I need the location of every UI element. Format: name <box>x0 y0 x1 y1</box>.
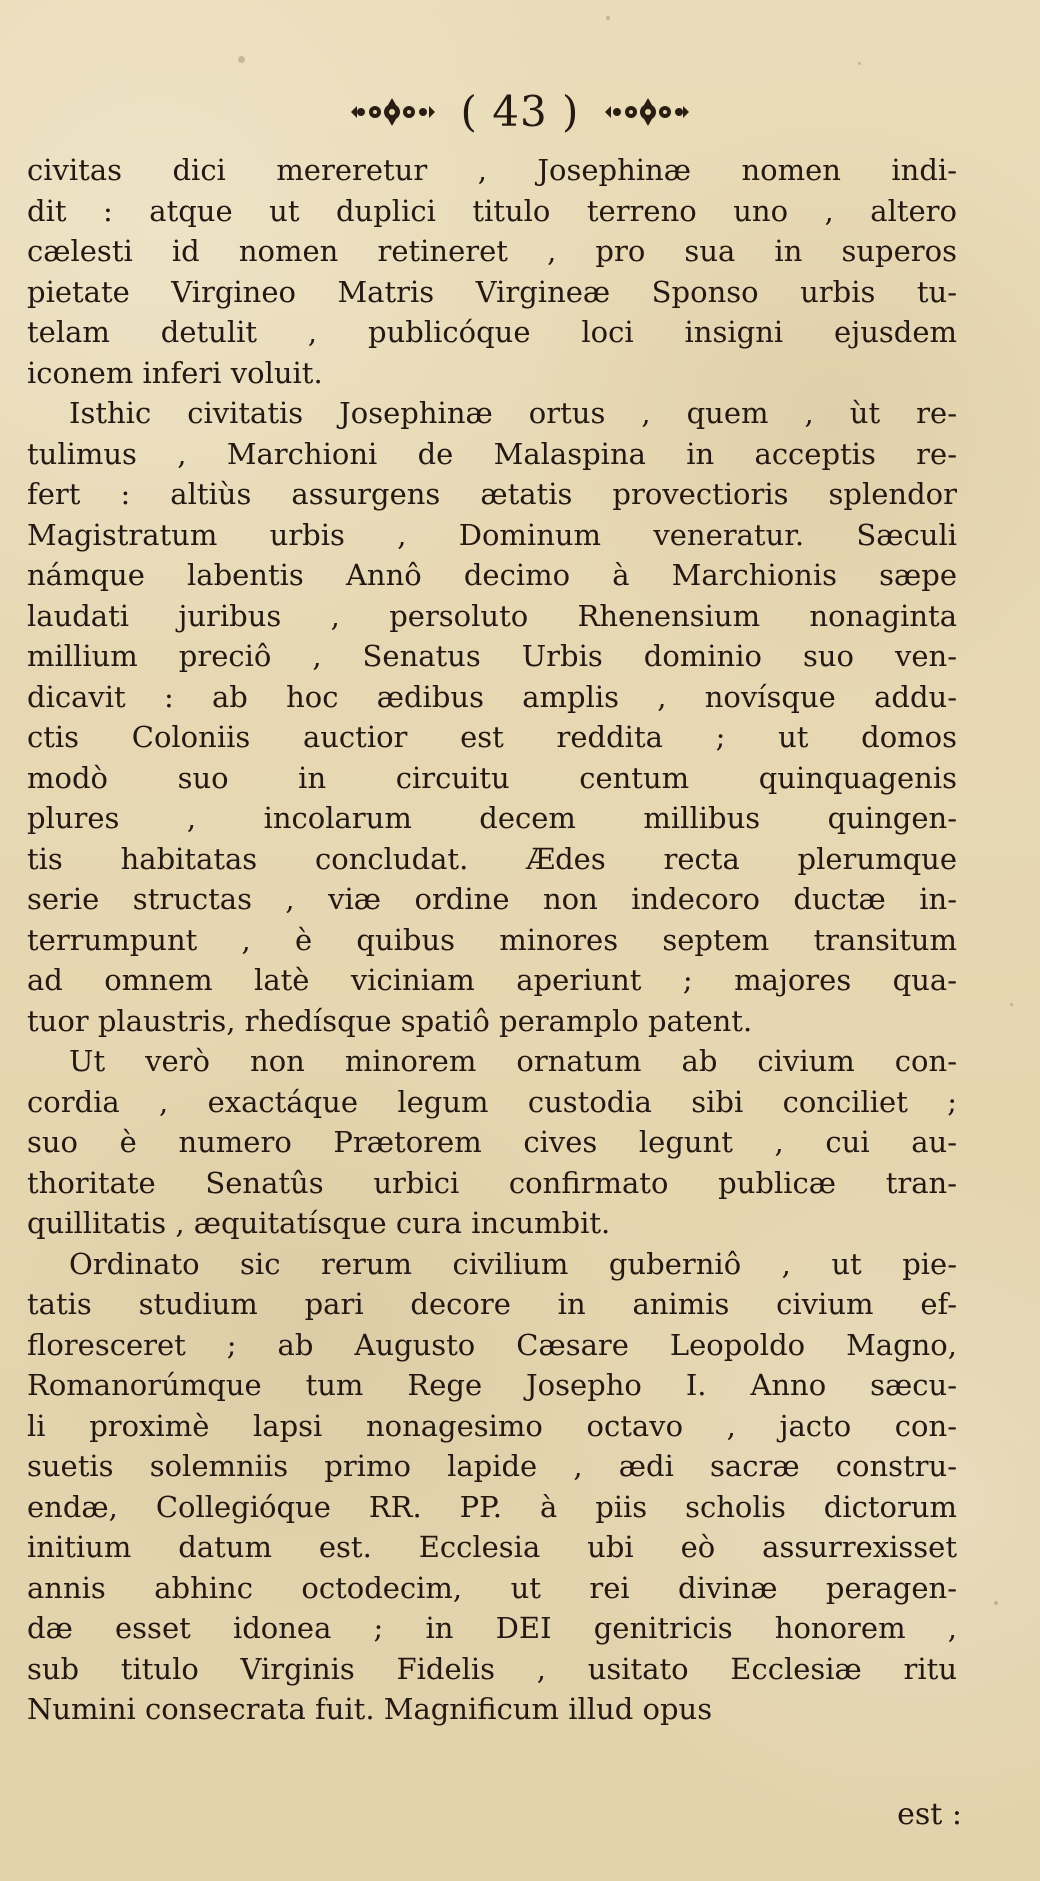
paper-speck <box>238 56 245 63</box>
text-line-21: ad omnem latè viciniam aperiunt ; majores qua- <box>27 963 957 997</box>
text-line-12: laudati juribus , persoluto Rhenensium nonaginta <box>27 598 957 633</box>
text-line-18: tis habitatas concludat. Ædes recta plerumque <box>27 841 957 876</box>
text-line-36: annis abhinc octodecim, ut rei divinæ peragen- <box>27 1570 957 1605</box>
text-line-10: Magistratum urbis , Dominum veneratur. Sæculi <box>27 517 957 552</box>
text-line-4: pietate Virgineo Matris Virgineæ Sponso urbis tu- <box>27 274 957 309</box>
paper-speck <box>858 62 861 65</box>
text-line-23: Ut verò non minorem ornatum ab civium con- <box>69 1044 957 1078</box>
text-line-8: tulimus , Marchioni de Malaspina in acceptis re- <box>27 436 957 471</box>
text-line-6: iconem inferi voluit. <box>27 355 323 390</box>
text-line-33: suetis solemniis primo lapide , ædi sacræ constru- <box>27 1449 957 1483</box>
text-line-16: modò suo in circuitu centum quinquagenis <box>27 760 957 795</box>
paper-speck <box>606 16 610 20</box>
paper-speck <box>1010 1003 1013 1006</box>
text-line-39: Numini consecrata fuit. Magnificum illud opus <box>27 1692 713 1726</box>
text-line-31: Romanorúmque tum Rege Josepho I. Anno sæcu- <box>27 1368 957 1402</box>
text-line-35: initium datum est. Ecclesia ubi eò assurrexisset <box>27 1530 957 1564</box>
text-line-9: fert : altiùs assurgens ætatis provectioris splendor <box>27 477 957 511</box>
text-line-25: suo è numero Prætorem cives legunt , cui au- <box>27 1125 957 1159</box>
text-line-11: námque labentis Annô decimo à Marchionis sæpe <box>27 558 957 592</box>
text-line-34: endæ, Collegióque RR. PP. à piis scholis dictorum <box>27 1489 957 1524</box>
text-line-38: sub titulo Virginis Fidelis , usitato Ecclesiæ ritu <box>27 1651 957 1686</box>
text-line-27: quillitatis , æquitatísque cura incumbit. <box>27 1206 611 1240</box>
text-line-13: millium preciô , Senatus Urbis dominio suo ven- <box>27 639 957 673</box>
paper-speck <box>994 1601 998 1605</box>
page-header <box>0 80 1040 144</box>
page-body-text <box>27 150 957 1800</box>
text-line-26: thoritate Senatûs urbici confirmato publicæ tran- <box>27 1165 957 1200</box>
text-line-32: li proximè lapsi nonagesimo octavo , jacto con- <box>27 1408 957 1443</box>
text-line-15: ctis Coloniis auctior est reddita ; ut domos <box>27 720 957 754</box>
text-line-37: dæ esset idonea ; in DEI genitricis honorem , <box>27 1611 957 1645</box>
text-line-14: dicavit : ab hoc ædibus amplis , novísque addu- <box>27 679 957 714</box>
text-line-20: terrumpunt , è quibus minores septem transitum <box>27 922 957 957</box>
left-floral-ornament-icon <box>347 95 439 129</box>
text-line-17: plures , incolarum decem millibus quingen- <box>27 801 957 835</box>
right-floral-ornament-icon <box>601 95 693 129</box>
text-line-2: dit : atque ut duplici titulo terreno uno , altero <box>27 193 957 228</box>
text-line-1: civitas dici mereretur , Josephinæ nomen indi- <box>27 153 957 187</box>
text-line-29: tatis studium pari decore in animis civium ef- <box>27 1287 957 1321</box>
text-line-30: floresceret ; ab Augusto Cæsare Leopoldo Magno, <box>27 1327 957 1362</box>
text-line-28: Ordinato sic rerum civilium guberniô , ut pie- <box>69 1246 957 1281</box>
text-line-3: cælesti id nomen retineret , pro sua in superos <box>27 234 957 268</box>
text-line-7: Isthic civitatis Josephinæ ortus , quem , ùt re- <box>69 396 957 430</box>
text-line-19: serie structas , viæ ordine non indecoro ductæ in- <box>27 882 957 916</box>
page-number: ( 43 ) <box>460 87 580 136</box>
text-line-5: telam detulit , publicóque loci insigni ejusdem <box>27 315 957 349</box>
text-line-24: cordia , exactáque legum custodia sibi conciliet ; <box>27 1084 957 1119</box>
catchword: est : <box>897 1797 962 1832</box>
text-line-22: tuor plaustris, rhedísque spatiô peramplo patent. <box>27 1003 753 1038</box>
